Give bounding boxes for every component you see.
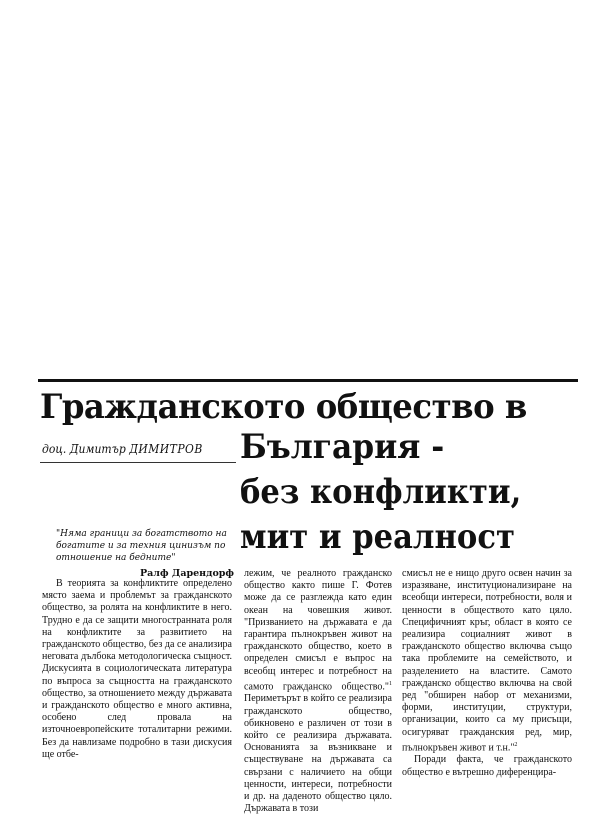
col2-text-part-2: Периметърът в който се реализира гражданското общество, обикновено е различен от този в който се реализира държавата. Основанията за възникване и съществуване на държавата са свързани с наличието на общи ценности, интереси, потребности и др. на даденото общество цяло. Държавата в този [244,693,392,815]
col1-paragraph-1: В теорията за конфликтите определено място заема и проблемът за гражданското общество, за ролята на конфликтите в него. Трудно е да се защити многостранната роля на конфликтите за развитието на гражданското общество, без да се анализира неговата дълбока методологическа същност. Дискусията в социологическата литература по въпроса за същността на гражданското общество, за отношението между държавата и гражданското общество е много активна, особено след провала на източноевропейските тоталитарни режими. Без да навлизаме подробно в тази дискусия ще отбе- [42,578,233,760]
footnote-ref-2: 2 [514,741,518,748]
footnote-ref-1: 1 [389,680,392,687]
article-title-line-4: мит и реалност [240,517,515,557]
article-title-line-2: България - [240,427,445,467]
body-column-1 [42,578,232,800]
col2-text-part-1: лежим, че реалното гражданско общество както пише Г. Фотев може да се разглежда като един океан на човешкия живот. "Призванието на държавата е да гарантира пълнокръвен живот на гражданското общество, което в определен смисъл е въпрос на всеобщ интерес и потребност на самото гражданско общество." [244,568,392,693]
header-rule [38,379,578,382]
col3-text-part-1: смисъл не е нищо друго освен начин за изразяване, институционализиране на всеобщи интереси, потребности, воля и ценности в обществото като цяло. Специфичният кръг, област в която се реализира социалният живот в гражданското общество включва също така проблемите на семейството, и разделението на властите. Самото гражданско общество включва на свой ред "обширен набор от механизми, форми, институции, структури, организации, които са му присъщи, осигуряват гражданския ред, мир, пълнокръвен живот и т.н." [402,568,572,754]
epigraph-author: Ралф Дарендорф [140,568,234,579]
author-byline [42,442,213,460]
col3-paragraph-2: Поради факта, че гражданското общество е вътрешно диференцира- [402,754,572,778]
epigraph-quote: "Няма граници за богатството на богатите и за техния цинизъм по отношение на бедните" [56,529,227,563]
article-title-line-3: без конфликти, [240,472,522,512]
author-surname: ДИМИТРОВ [129,442,203,456]
byline-rule [40,462,236,463]
body-column-2 [244,568,392,815]
col3-paragraph-1 [402,568,572,754]
article-title-line-1: Гражданското общество в [40,387,527,427]
col2-paragraph-1 [244,568,392,815]
body-column-3 [402,568,572,800]
author-prefix: доц. Димитър [42,442,126,456]
